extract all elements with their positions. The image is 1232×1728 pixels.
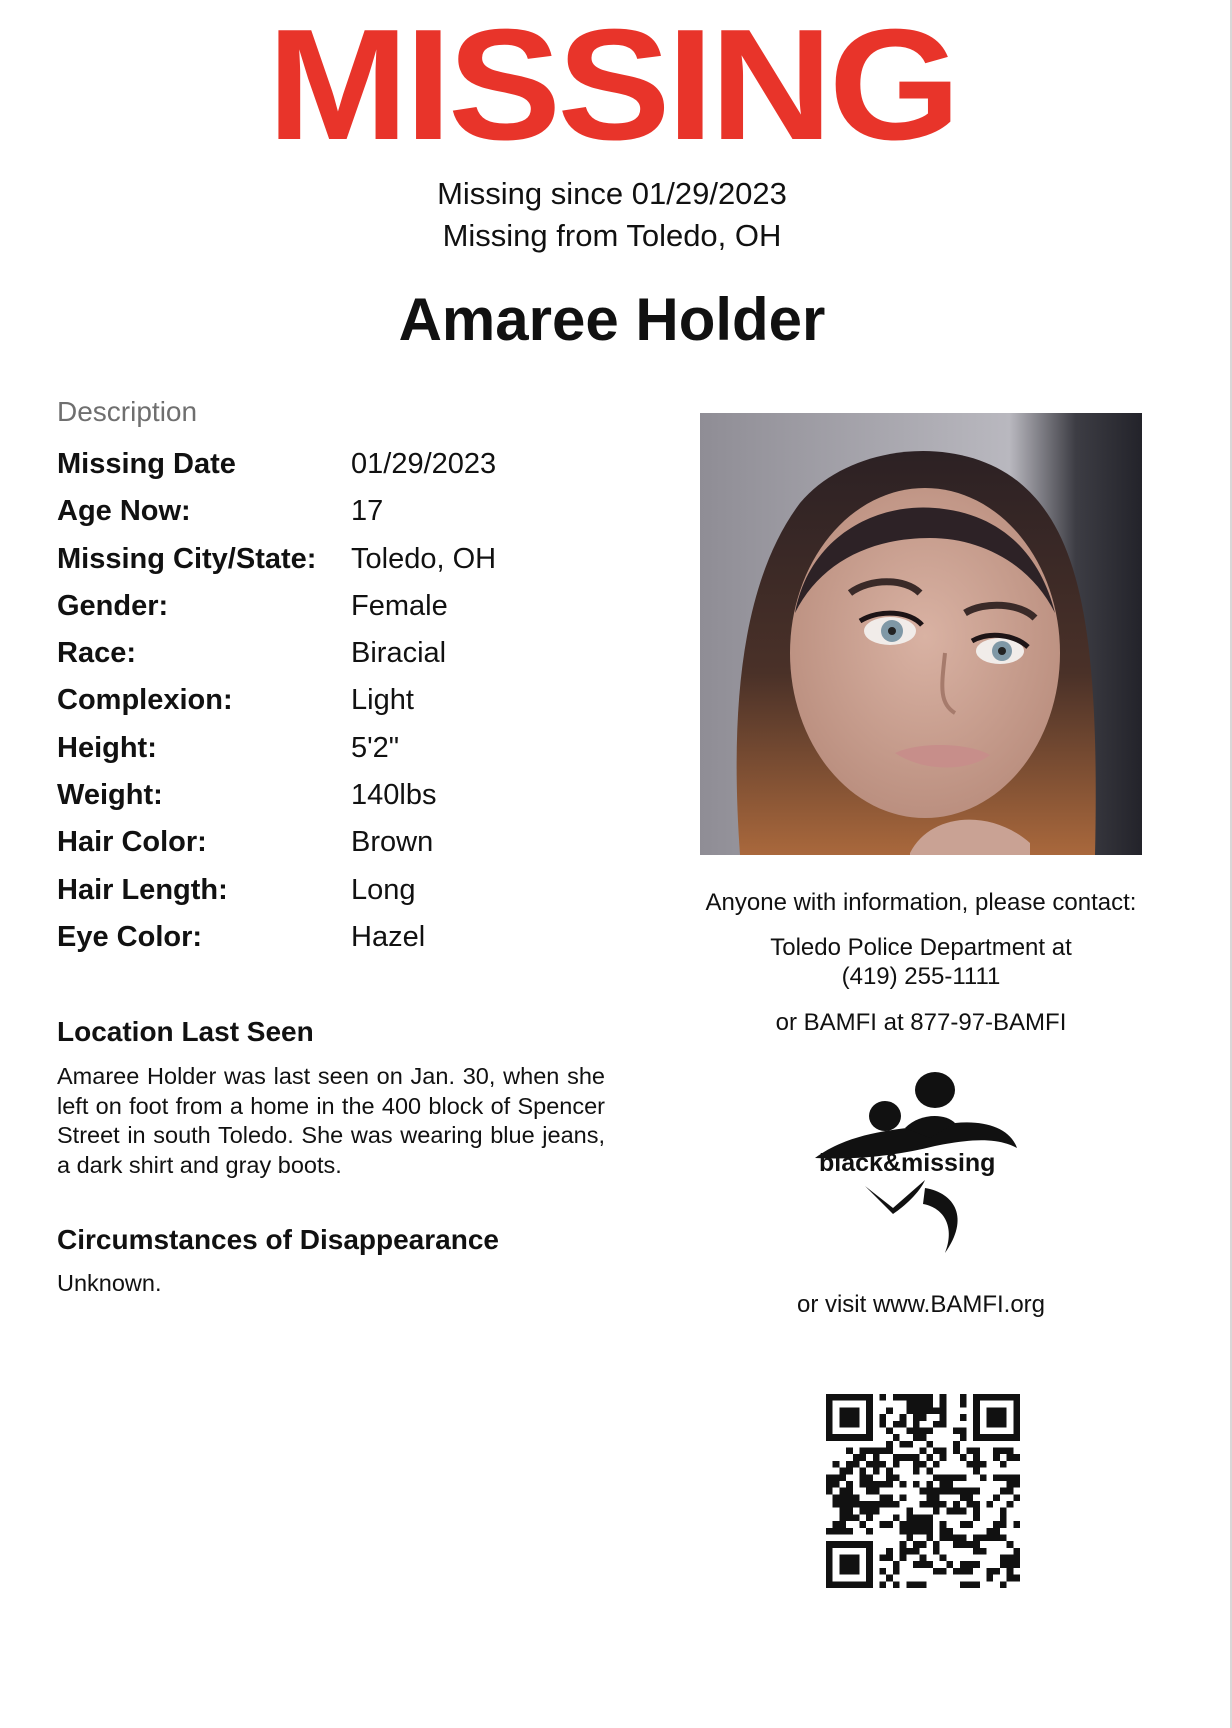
fact-label: Race: (57, 637, 136, 670)
fact-value: Toledo, OH (351, 542, 497, 575)
contact-phone: (419) 255-1111 (841, 963, 1001, 990)
contact-visit: or visit www.BAMFI.org (796, 1291, 1046, 1318)
fact-value: Biracial (351, 637, 447, 670)
fact-label: Height: (57, 731, 157, 764)
fact-value: 01/29/2023 (351, 448, 497, 480)
fact-row (57, 781, 657, 828)
fact-value: 5'2" (351, 731, 400, 764)
fact-value: Long (351, 873, 416, 906)
fact-row (57, 731, 657, 781)
circumstances-heading: Circumstances of Disappearance (57, 1224, 499, 1255)
fact-label: Hair Length: (57, 873, 228, 906)
fact-label: Missing City/State: (57, 542, 317, 575)
fact-row (57, 450, 657, 497)
description-label: Description (57, 396, 198, 427)
fact-row (57, 828, 657, 875)
location-text: Amaree Holder was last seen on Jan. 30, when she left on foot from a home in the 400 block of Spencer Street in south Toledo. She was wearing blue jeans, a dark shirt and gray boots. (57, 1063, 605, 1178)
person-photo (700, 413, 1142, 855)
logo-text: black&missing (819, 1149, 996, 1177)
qr-code-icon[interactable] (826, 1394, 1020, 1588)
contact-intro: Anyone with information, please contact: (705, 889, 1137, 916)
contact-bamfi: or BAMFI at 877-97-BAMFI (775, 1009, 1067, 1036)
fact-value: Hazel (351, 920, 426, 953)
person-name: Amaree Holder (398, 286, 826, 353)
fact-row (57, 873, 657, 923)
fact-label: Missing Date (57, 448, 236, 480)
fact-row (57, 497, 657, 544)
fact-label: Age Now: (57, 495, 191, 528)
fact-value: 140lbs (351, 779, 437, 812)
fact-value: Brown (351, 826, 434, 859)
black-and-missing-logo-icon (805, 1068, 1025, 1258)
fact-label: Weight: (57, 779, 163, 812)
fact-row (57, 686, 657, 733)
missing-since-date: Missing since 01/29/2023 (437, 176, 787, 211)
fact-value: 17 (351, 495, 384, 528)
fact-row (57, 639, 657, 686)
fact-value: Female (351, 589, 448, 622)
fact-value: Light (351, 684, 414, 717)
fact-label: Eye Color: (57, 920, 203, 953)
fact-label: Gender: (57, 589, 169, 622)
fact-row (57, 589, 657, 639)
fact-row (57, 542, 657, 592)
contact-department: Toledo Police Department at (770, 934, 1072, 961)
fact-row (57, 920, 657, 970)
description-facts (57, 450, 657, 970)
missing-headline: MISSING (267, 0, 957, 174)
fact-label: Hair Color: (57, 826, 207, 859)
missing-from-location: Missing from Toledo, OH (442, 218, 782, 253)
location-heading: Location Last Seen (57, 1016, 314, 1047)
circumstances-text: Unknown. (57, 1270, 162, 1296)
fact-label: Complexion: (57, 684, 233, 717)
